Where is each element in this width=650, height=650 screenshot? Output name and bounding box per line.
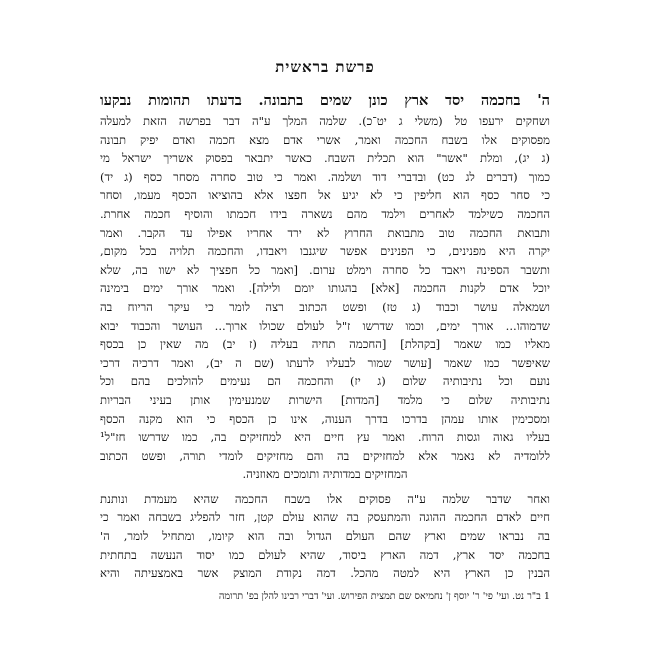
- text-line: שדמוהו... אורך ימים, וכמו שדרשו ז"ל לעולם שכולו ארוך... העושר והכבוד יבוא: [100, 318, 550, 333]
- text-line: נתיבותיה שלום כי מלמד [המדות] הישרות שמנעימין אותן בעיני הבריות: [100, 392, 550, 407]
- footnote-divider: [100, 584, 550, 585]
- paragraph-2: [100, 490, 550, 583]
- text-line: המחזיקים במדותיה ותומכים מאוזניה.: [242, 467, 408, 482]
- text-line: שאיפשר כמו שאמר [עושר שמור לבעליו לרעתו (שם ה יב), ואמר דרכיה דרכי: [100, 355, 550, 370]
- text-line: יוכל אדם לקנות החכמה [אלא] בהגותו יומם ולילה]. ואמר אורך ימים בימינה: [100, 281, 550, 296]
- commentary-body: [100, 90, 550, 583]
- text-line: הבנין כן הארץ היא למטה מהכל. דמה נקודת המוצק אשר באמצעיתה והיא: [100, 566, 550, 581]
- text-line: כי סחר כסף הוא חליפין כי לא יגיע אל חפצו אלא בהוציאו הכסף מעמו, וסחר: [100, 188, 550, 203]
- text-line: ללומדיה לא נאמר אלא למחזיקים בה והם מחזיקים לומדי תורה, ופשט הכתוב: [100, 448, 550, 463]
- text-line: ומסכימין אותו עמהן בדרכו בדרך הענוה, אינו כן הכסף כי הוא מקנה הכסף: [100, 411, 550, 426]
- text-line: (ג יג), ומלת "אשר" הוא תכלית השבח. כאשר יתבאר בפסוק אשריך ישראל מי: [100, 151, 550, 166]
- text-line: ושחקים ירעפו טל (משלי ג יט־כ). שלמה המלך ע"ה דבר בפרשה הזאת למעלה: [100, 114, 550, 128]
- text-line: בה נבראו שמים וארץ שהם העולם הגדול ובה הוא קיומו, ומתחיל לומר, ה': [100, 529, 550, 544]
- text-line: בחכמה יסד ארץ, דמה הארץ ביסוד, שהיא לעולם כמו יסוד הנעשה בתחתית: [100, 547, 550, 562]
- text-line: חיים לאדם החכמה ההוגה והמתעסק בה שהוא עולם קטן, חזר להפליג בשבחה ואמר כי: [100, 510, 550, 525]
- footnote: 1 ב"ר נט. ועי' פי' ר' יוסף ן' נחמיאס שם תמצית הפירוש. ועי' דברי רבינו להלן בפ' תרומה: [218, 591, 550, 602]
- text-line: ה' בחכמה יסד ארץ כונן שמים בתבונה. בדעתו תהומות נבקעו: [100, 92, 550, 109]
- text-line: החכמה כשילמד לאחרים וילמד מהם נשארה בידו חכמתו והוסיף חכמה אחרת.: [100, 206, 550, 221]
- paragraph-1: [100, 90, 550, 484]
- text-line: בעליו גאוה וגסות הרוח. ואמר עץ חיים היא למחזיקים בה, כמו שדרשו חז"ל¹: [100, 430, 550, 445]
- text-line: ואחר שדבר שלמה ע"ה פסוקים אלו בשבח החכמה שהיא מעמדת ונותנת: [100, 491, 550, 506]
- text-line: ותבואת החכמה טוב מתבואת החרוץ לא ירד אחריו אפילו עד הקבר. ואמר: [100, 225, 550, 240]
- parsha-title: פרשת בראשית: [275, 58, 375, 76]
- text-line: מפסוקים אלו בשבח החכמה ואמר, אשרי אדם מצא חכמה ואדם יפיק תבונה: [100, 132, 550, 147]
- text-line: כמוך (דברים לג כט) ובדברי דוד ושלמה. ואמר כי טוב סחרה מסחר כסף (ג יד): [100, 169, 550, 184]
- text-line: יקרה היא מפנינים, כי הפנינים אפשר שיגנבו ויאבדו, והחכמה תלויה בכל מקום,: [100, 244, 550, 259]
- text-line: ושמאלה עושר וכבוד (ג טז) ופשט הכתוב רצה לומר כי עיקר הריוח בה: [100, 299, 550, 314]
- text-line: מאליו כמו שאמר [בקהלת] [החכמה תחיה בעליה (ז יב) מה שאין כן בכסף: [100, 337, 550, 352]
- text-line: ותשבר הספינה ויאבד כל סחרה וימלט ערום. [ואמר כל חפציך לא ישוו בה, שלא: [100, 262, 550, 277]
- text-line: נועם וכל נתיבותיה שלום (ג יז) והחכמה הם נעימים להולכים בהם וכל: [100, 374, 550, 389]
